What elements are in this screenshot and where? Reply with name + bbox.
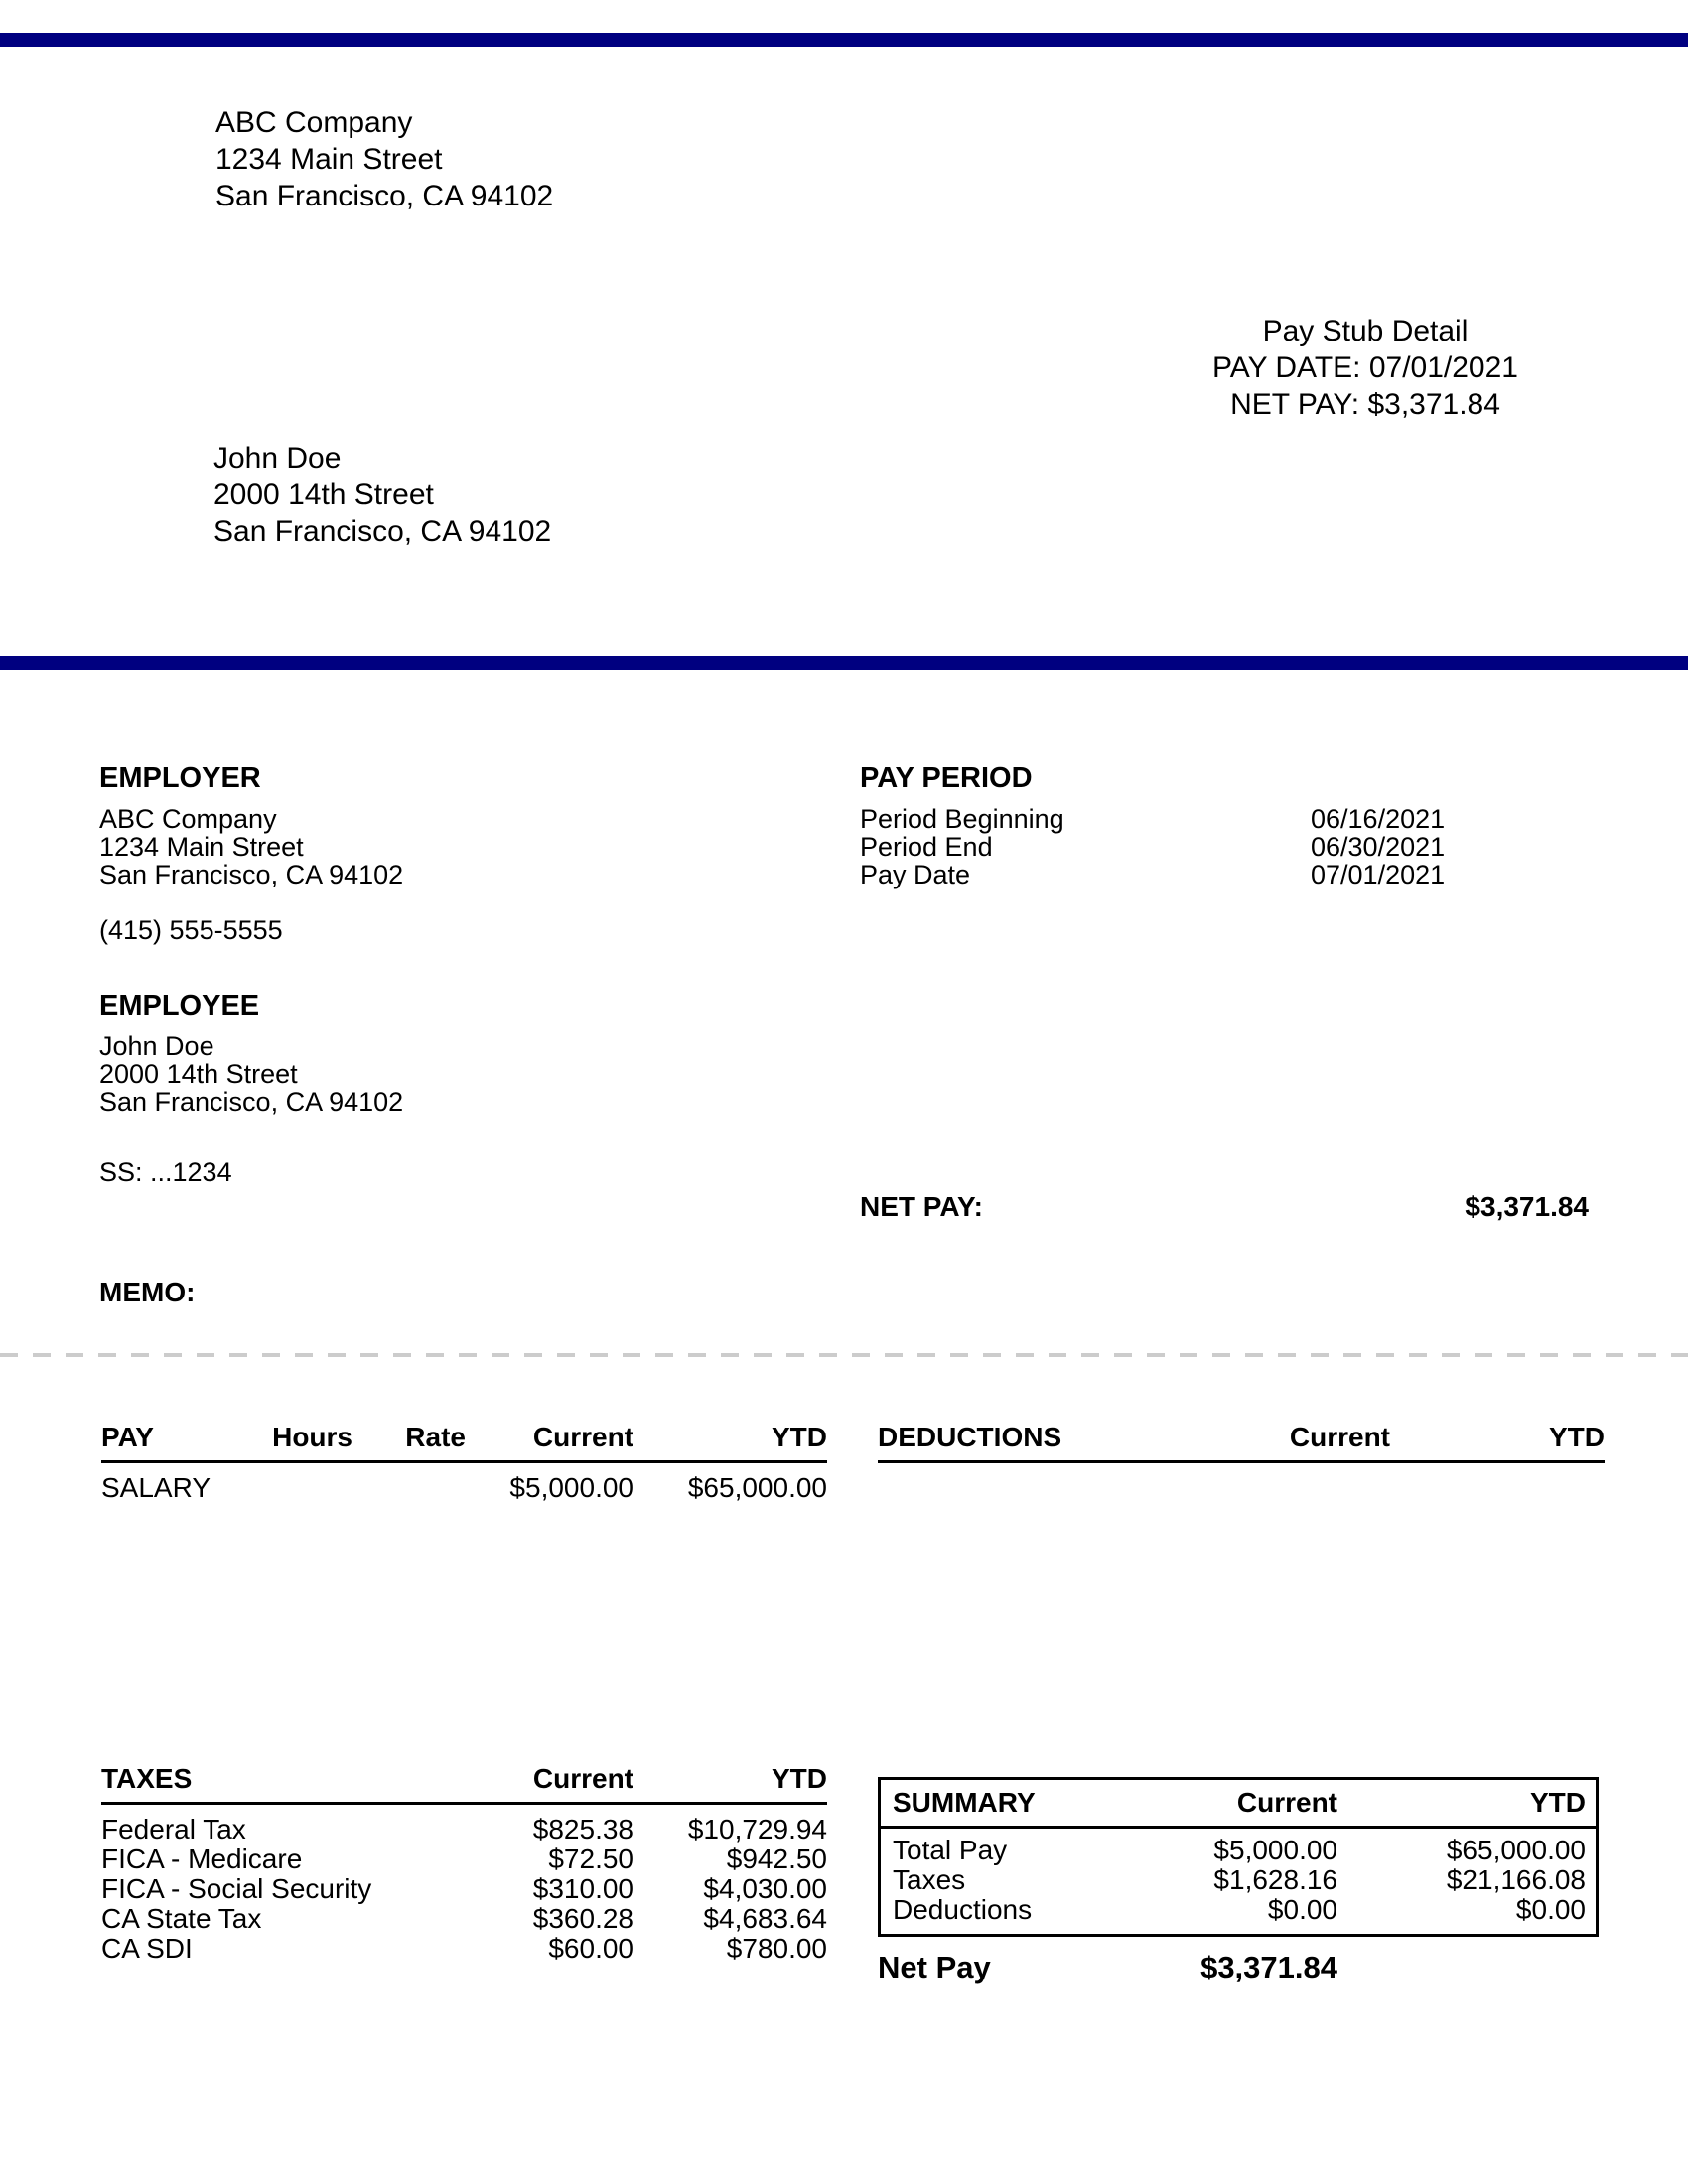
tax-ytd: $942.50 bbox=[726, 1843, 827, 1874]
period-beginning-label: Period Beginning bbox=[860, 804, 1064, 834]
ytd-col-header: YTD bbox=[1549, 1422, 1605, 1452]
pay-period-rows bbox=[860, 805, 1456, 888]
employee-line: John Doe bbox=[99, 1031, 214, 1061]
period-end-label: Period End bbox=[860, 832, 993, 862]
company-street: 1234 Main Street bbox=[215, 143, 443, 176]
employer-line: 1234 Main Street bbox=[99, 832, 304, 862]
tax-name: FICA - Medicare bbox=[101, 1843, 303, 1874]
ytd-col-header: YTD bbox=[772, 1422, 827, 1452]
pay-period-row bbox=[860, 833, 1456, 861]
employer-line: ABC Company bbox=[99, 804, 277, 834]
summary-item-ytd: $65,000.00 bbox=[1446, 1835, 1586, 1865]
taxes-table-header bbox=[101, 1763, 827, 1805]
deductions-table bbox=[878, 1422, 1605, 1463]
taxes-table bbox=[101, 1763, 827, 1964]
taxes-table-body bbox=[101, 1815, 827, 1964]
employee-heading: EMPLOYEE bbox=[99, 990, 260, 1022]
table-row bbox=[893, 1895, 1586, 1925]
company-city: San Francisco, CA 94102 bbox=[215, 180, 554, 212]
stub-net-pay: NET PAY: $3,371.84 bbox=[1230, 388, 1500, 421]
net-pay-label: NET PAY: bbox=[860, 1191, 983, 1222]
current-col-header: Current bbox=[532, 1422, 633, 1452]
table-row bbox=[101, 1815, 827, 1844]
employee-address bbox=[99, 1032, 403, 1116]
pay-item-current: $5,000.00 bbox=[509, 1472, 633, 1503]
net-pay-total-row bbox=[878, 1950, 1337, 1985]
net-pay-total-value: $3,371.84 bbox=[1200, 1950, 1337, 1984]
net-pay-row bbox=[860, 1191, 1589, 1223]
summary-box bbox=[878, 1777, 1599, 1937]
employer-address bbox=[99, 805, 403, 944]
table-row bbox=[101, 1904, 827, 1934]
table-row bbox=[101, 1934, 827, 1964]
employee-line: 2000 14th Street bbox=[99, 1059, 298, 1089]
pay-item-hours bbox=[255, 1472, 352, 1504]
top-divider-bar bbox=[0, 33, 1688, 47]
pay-stub-detail-block bbox=[1092, 313, 1638, 423]
pay-period-heading: PAY PERIOD bbox=[860, 762, 1033, 794]
summary-item-ytd: $21,166.08 bbox=[1446, 1864, 1586, 1895]
pay-period-row bbox=[860, 805, 1456, 833]
stub-title: Pay Stub Detail bbox=[1262, 315, 1469, 347]
tax-ytd: $4,683.64 bbox=[703, 1903, 827, 1934]
deductions-table-header bbox=[878, 1422, 1605, 1463]
net-pay-value: $3,371.84 bbox=[1465, 1191, 1589, 1222]
employee-section bbox=[99, 990, 403, 1116]
pay-date-label: Pay Date bbox=[860, 860, 971, 889]
summary-col-header: SUMMARY bbox=[893, 1787, 1036, 1818]
summary-item-ytd: $0.00 bbox=[1515, 1894, 1586, 1925]
tax-current: $72.50 bbox=[548, 1843, 633, 1874]
employer-heading: EMPLOYER bbox=[99, 762, 261, 794]
employee-name: John Doe bbox=[213, 442, 342, 475]
company-name: ABC Company bbox=[215, 106, 413, 139]
employee-city: San Francisco, CA 94102 bbox=[213, 515, 552, 548]
summary-body bbox=[881, 1829, 1596, 1934]
pay-col-header: PAY bbox=[101, 1422, 154, 1452]
hours-col-header: Hours bbox=[272, 1422, 352, 1452]
employer-line: San Francisco, CA 94102 bbox=[99, 860, 404, 889]
employee-street: 2000 14th Street bbox=[213, 478, 434, 511]
summary-item-current: $5,000.00 bbox=[1213, 1835, 1337, 1865]
ytd-col-header: YTD bbox=[1530, 1787, 1586, 1818]
pay-period-section bbox=[860, 762, 1456, 888]
pay-table bbox=[101, 1422, 827, 1504]
employer-phone: (415) 555-5555 bbox=[99, 915, 283, 945]
summary-header bbox=[881, 1780, 1596, 1829]
tax-name: Federal Tax bbox=[101, 1814, 246, 1844]
pay-item-name: SALARY bbox=[101, 1472, 211, 1503]
stub-pay-date: PAY DATE: 07/01/2021 bbox=[1212, 351, 1518, 384]
employee-mailing-address-block bbox=[213, 440, 551, 550]
pay-item-rate bbox=[352, 1472, 466, 1504]
tax-ytd: $10,729.94 bbox=[687, 1814, 827, 1844]
pay-table-header bbox=[101, 1422, 827, 1463]
current-col-header: Current bbox=[1289, 1422, 1390, 1452]
table-row bbox=[893, 1836, 1586, 1865]
memo-label: MEMO: bbox=[99, 1277, 196, 1307]
tear-off-dashed-line bbox=[0, 1353, 1688, 1357]
ytd-col-header: YTD bbox=[772, 1763, 827, 1794]
table-row bbox=[101, 1472, 827, 1504]
employee-ssn: SS: ...1234 bbox=[99, 1158, 232, 1187]
pay-date-value: 07/01/2021 bbox=[1311, 860, 1446, 889]
rate-col-header: Rate bbox=[405, 1422, 466, 1452]
middle-divider-bar bbox=[0, 656, 1688, 670]
summary-item-current: $1,628.16 bbox=[1213, 1864, 1337, 1895]
tax-current: $360.28 bbox=[532, 1903, 633, 1934]
employer-section bbox=[99, 762, 403, 944]
pay-period-row bbox=[860, 861, 1456, 888]
tax-current: $60.00 bbox=[548, 1933, 633, 1964]
pay-item-ytd: $65,000.00 bbox=[687, 1472, 827, 1503]
taxes-col-header: TAXES bbox=[101, 1763, 193, 1794]
summary-item-current: $0.00 bbox=[1267, 1894, 1337, 1925]
table-row bbox=[101, 1844, 827, 1874]
tax-ytd: $4,030.00 bbox=[703, 1873, 827, 1904]
current-col-header: Current bbox=[1236, 1787, 1337, 1818]
company-address-block bbox=[215, 104, 553, 214]
employee-line: San Francisco, CA 94102 bbox=[99, 1087, 404, 1117]
summary-item-name: Total Pay bbox=[893, 1835, 1008, 1865]
current-col-header: Current bbox=[532, 1763, 633, 1794]
tax-name: CA SDI bbox=[101, 1933, 193, 1964]
tax-ytd: $780.00 bbox=[726, 1933, 827, 1964]
tax-current: $825.38 bbox=[532, 1814, 633, 1844]
summary-item-name: Deductions bbox=[893, 1894, 1033, 1925]
period-beginning-value: 06/16/2021 bbox=[1311, 804, 1446, 834]
table-row bbox=[101, 1874, 827, 1904]
table-row bbox=[893, 1865, 1586, 1895]
tax-current: $310.00 bbox=[532, 1873, 633, 1904]
period-end-value: 06/30/2021 bbox=[1311, 832, 1446, 862]
tax-name: CA State Tax bbox=[101, 1903, 262, 1934]
tax-name: FICA - Social Security bbox=[101, 1873, 372, 1904]
deductions-col-header: DEDUCTIONS bbox=[878, 1422, 1062, 1452]
net-pay-total-label: Net Pay bbox=[878, 1950, 991, 1984]
summary-item-name: Taxes bbox=[893, 1864, 966, 1895]
